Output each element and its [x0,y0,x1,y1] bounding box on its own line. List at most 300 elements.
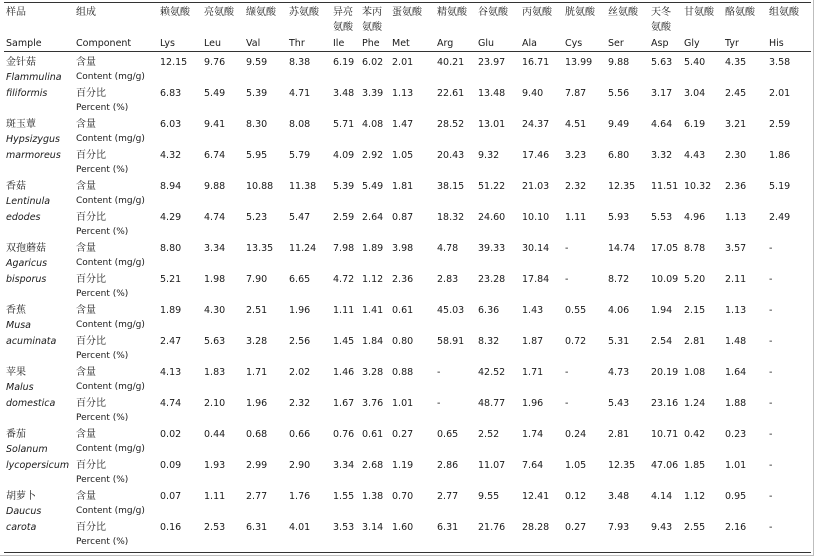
content-value-cell: 8.38 [289,57,311,68]
content-value-cell: 9.88 [204,181,226,192]
percent-value-cell: 5.20 [684,274,706,285]
percent-value-cell: 47.06 [651,460,679,471]
content-value-cell: 0.66 [289,429,311,440]
column-header-zh: 苯丙 [362,7,382,18]
content-value-cell: 0.61 [392,305,414,316]
percent-value-cell: 5.79 [289,150,311,161]
content-value-cell: 9.49 [608,119,630,130]
content-value-cell: 0.27 [392,429,414,440]
content-value-cell: 5.19 [769,181,791,192]
column-header-zh: 赖氨酸 [160,7,190,18]
percent-value-cell: 2.55 [684,522,706,533]
percent-value-cell: 9.40 [522,88,544,99]
percent-value-cell: 4.01 [289,522,311,533]
content-value-cell: 11.38 [289,181,317,192]
column-header-en: Ala [522,38,537,49]
content-value-cell: 8.08 [289,119,311,130]
content-value-cell: 12.35 [608,181,636,192]
percent-value-cell: 2.53 [204,522,226,533]
content-value-cell: 11.51 [651,181,679,192]
percent-value-cell: 2.45 [725,88,747,99]
percent-value-cell: 2.49 [769,212,791,223]
percent-value-cell: 2.16 [725,522,747,533]
content-value-cell: - [565,367,569,378]
content-value-cell: 2.77 [437,491,459,502]
percent-value-cell: 3.04 [684,88,706,99]
content-value-cell: 8.30 [246,119,268,130]
column-header-en: Cys [565,38,583,49]
percent-value-cell: 1.48 [725,336,747,347]
content-value-cell: 5.63 [651,57,673,68]
content-value-cell: 5.40 [684,57,706,68]
content-value-cell: 1.55 [333,491,355,502]
sample-scientific-name: marmoreus [6,150,61,161]
content-value-cell: 3.21 [725,119,747,130]
sample-scientific-name: carota [6,522,37,533]
percent-value-cell: 3.34 [333,460,355,471]
content-value-cell: 1.71 [522,367,544,378]
content-value-cell: 4.08 [362,119,384,130]
percent-value-cell: 2.30 [725,150,747,161]
content-value-cell: 5.49 [362,181,384,192]
content-value-cell: 0.42 [684,429,706,440]
content-value-cell: 1.89 [160,305,182,316]
sample-scientific-name: edodes [6,212,41,223]
percent-value-cell: 11.07 [478,460,506,471]
sample-name-zh: 香蕉 [6,305,26,316]
content-value-cell: 0.95 [725,491,747,502]
column-header-zh: 蛋氨酸 [392,7,422,18]
percent-value-cell: 3.23 [565,150,587,161]
component-content-label: 含量 [76,367,96,378]
content-value-cell: 0.76 [333,429,355,440]
percent-value-cell: 8.72 [608,274,630,285]
column-header-zh: 缬氨酸 [246,7,276,18]
percent-value-cell: 17.84 [522,274,550,285]
percent-value-cell: 5.56 [608,88,630,99]
component-content-label: 含量 [76,305,96,316]
column-header-zh: 酪氨酸 [725,7,755,18]
content-value-cell: 12.41 [522,491,550,502]
percent-value-cell: 18.32 [437,212,465,223]
content-value-cell: - [769,305,773,316]
content-value-cell: 1.38 [362,491,384,502]
column-header-en: Ser [608,38,624,49]
percent-value-cell: - [769,274,773,285]
percent-value-cell: 1.12 [362,274,384,285]
percent-value-cell: 48.77 [478,398,506,409]
content-value-cell: 3.48 [608,491,630,502]
percent-value-cell: 1.24 [684,398,706,409]
column-header-zh: 氨酸 [362,22,382,33]
percent-value-cell: - [565,274,569,285]
content-value-cell: 2.15 [684,305,706,316]
component-percent-label: 百分比 [76,336,106,347]
content-value-cell: 3.58 [769,57,791,68]
sample-scientific-name: Daucus [6,506,42,517]
percent-value-cell: 1.05 [565,460,587,471]
content-value-cell: 6.02 [362,57,384,68]
percent-value-cell: 1.11 [565,212,587,223]
component-content-unit: Content (mg/g) [76,506,145,516]
percent-value-cell: 21.76 [478,522,506,533]
content-value-cell: - [437,367,441,378]
percent-value-cell: 3.17 [651,88,673,99]
component-percent-unit: Percent (%) [76,537,129,547]
content-value-cell: 1.47 [392,119,414,130]
column-header-en: Asp [651,38,669,49]
content-value-cell: 16.71 [522,57,550,68]
percent-value-cell: - [769,398,773,409]
content-value-cell: 2.32 [565,181,587,192]
percent-value-cell: 2.68 [362,460,384,471]
sample-scientific-name: bisporus [6,274,47,285]
content-value-cell: 42.52 [478,367,506,378]
percent-value-cell: 1.13 [725,212,747,223]
percent-value-cell: 2.92 [362,150,384,161]
content-value-cell: - [769,429,773,440]
content-value-cell: 0.70 [392,491,414,502]
percent-value-cell: 2.56 [289,336,311,347]
component-content-unit: Content (mg/g) [76,196,145,206]
content-value-cell: 0.02 [160,429,182,440]
content-value-cell: 1.11 [333,305,355,316]
content-value-cell: 5.71 [333,119,355,130]
percent-value-cell: 1.85 [684,460,706,471]
table-bottom-rule [4,552,811,553]
content-value-cell: 17.05 [651,243,679,254]
percent-value-cell: 6.31 [437,522,459,533]
percent-value-cell: 8.32 [478,336,500,347]
column-header-zh: 天冬 [651,7,671,18]
component-percent-label: 百分比 [76,398,106,409]
content-value-cell: 1.74 [522,429,544,440]
percent-value-cell: 4.32 [160,150,182,161]
content-value-cell: 0.23 [725,429,747,440]
content-value-cell: 10.71 [651,429,679,440]
percent-value-cell: 2.59 [333,212,355,223]
content-value-cell: 24.37 [522,119,550,130]
component-percent-label: 百分比 [76,150,106,161]
sample-scientific-name: Lentinula [6,196,51,207]
content-value-cell: 0.88 [392,367,414,378]
content-value-cell: 0.07 [160,491,182,502]
column-header-en: Gly [684,38,700,49]
content-value-cell: 2.51 [246,305,268,316]
content-value-cell: 28.52 [437,119,465,130]
percent-value-cell: 3.76 [362,398,384,409]
percent-value-cell: 5.53 [651,212,673,223]
column-header-zh: 谷氨酸 [478,7,508,18]
column-header-zh: 丙氨酸 [522,7,552,18]
percent-value-cell: 0.09 [160,460,182,471]
percent-value-cell: 1.01 [725,460,747,471]
component-percent-label: 百分比 [76,212,106,223]
percent-value-cell: 2.54 [651,336,673,347]
sample-scientific-name: Agaricus [6,258,48,269]
content-value-cell: 2.02 [289,367,311,378]
percent-value-cell: 2.32 [289,398,311,409]
percent-value-cell: 1.88 [725,398,747,409]
column-header-en: Val [246,38,261,49]
content-value-cell: 2.59 [769,119,791,130]
percent-value-cell: 28.28 [522,522,550,533]
content-value-cell: 9.41 [204,119,226,130]
percent-value-cell: 6.74 [204,150,226,161]
content-value-cell: 1.71 [246,367,268,378]
percent-value-cell: 6.31 [246,522,268,533]
percent-value-cell: 24.60 [478,212,506,223]
content-value-cell: 2.81 [608,429,630,440]
percent-value-cell: 4.74 [160,398,182,409]
content-value-cell: 4.06 [608,305,630,316]
table-header-rule [4,51,811,52]
content-value-cell: 0.24 [565,429,587,440]
content-value-cell: 4.64 [651,119,673,130]
percent-value-cell: - [565,398,569,409]
sample-name-zh: 苹果 [6,367,26,378]
percent-value-cell: 2.01 [769,88,791,99]
content-value-cell: 6.19 [684,119,706,130]
percent-value-cell: 2.36 [392,274,414,285]
component-content-unit: Content (mg/g) [76,444,145,454]
content-value-cell: 9.55 [478,491,500,502]
column-header-en: Thr [289,38,305,49]
component-percent-label: 百分比 [76,88,106,99]
percent-value-cell: 1.45 [333,336,355,347]
content-value-cell: 13.99 [565,57,593,68]
component-content-unit: Content (mg/g) [76,382,145,392]
percent-value-cell: 4.71 [289,88,311,99]
column-header-zh: 苏氨酸 [289,7,319,18]
component-content-unit: Content (mg/g) [76,258,145,268]
sample-scientific-name: Malus [6,382,34,393]
content-value-cell: 0.12 [565,491,587,502]
content-value-cell: 0.61 [362,429,384,440]
column-header-zh: 丝氨酸 [608,7,638,18]
percent-value-cell: 5.93 [608,212,630,223]
percent-value-cell: 13.48 [478,88,506,99]
component-content-unit: Content (mg/g) [76,320,145,330]
percent-value-cell: 0.72 [565,336,587,347]
content-value-cell: 10.88 [246,181,274,192]
sample-scientific-name: Flammulina [6,72,62,83]
percent-value-cell: 2.11 [725,274,747,285]
percent-value-cell: 1.67 [333,398,355,409]
column-header-zh: 亮氨酸 [204,7,234,18]
content-value-cell: 30.14 [522,243,550,254]
content-value-cell: 13.35 [246,243,274,254]
content-value-cell: 51.22 [478,181,506,192]
content-value-cell: - [769,491,773,502]
content-value-cell: 21.03 [522,181,550,192]
percent-value-cell: 4.29 [160,212,182,223]
component-content-unit: Content (mg/g) [76,134,145,144]
content-value-cell: 0.44 [204,429,226,440]
sample-scientific-name: domestica [6,398,56,409]
column-header-zh: 甘氨酸 [684,7,714,18]
content-value-cell: 10.32 [684,181,712,192]
content-value-cell: 39.33 [478,243,506,254]
content-value-cell: 0.55 [565,305,587,316]
component-percent-unit: Percent (%) [76,413,129,423]
percent-value-cell: 17.46 [522,150,550,161]
content-value-cell: 1.76 [289,491,311,502]
percent-value-cell: 7.93 [608,522,630,533]
content-value-cell: 3.34 [204,243,226,254]
percent-value-cell: - [437,398,441,409]
column-header-zh: 样品 [6,7,26,18]
content-value-cell: 9.88 [608,57,630,68]
content-value-cell: 1.96 [289,305,311,316]
percent-value-cell: 3.28 [246,336,268,347]
content-value-cell: 1.12 [684,491,706,502]
content-value-cell: - [769,243,773,254]
column-header-en: Phe [362,38,380,49]
percent-value-cell: 4.96 [684,212,706,223]
sample-scientific-name: acuminata [6,336,57,347]
percent-value-cell: 1.96 [246,398,268,409]
content-value-cell: 4.30 [204,305,226,316]
sample-name-zh: 双孢蘑菇 [6,243,46,254]
content-value-cell: 2.01 [392,57,414,68]
content-value-cell: 0.65 [437,429,459,440]
content-value-cell: 1.81 [392,181,414,192]
component-percent-label: 百分比 [76,522,106,533]
percent-value-cell: 0.87 [392,212,414,223]
content-value-cell: 3.28 [362,367,384,378]
column-header-en: Tyr [725,38,739,49]
percent-value-cell: 2.64 [362,212,384,223]
content-value-cell: 0.68 [246,429,268,440]
percent-value-cell: 2.99 [246,460,268,471]
column-header-en: Glu [478,38,495,49]
component-percent-unit: Percent (%) [76,289,129,299]
content-value-cell: 13.01 [478,119,506,130]
percent-value-cell: 9.43 [651,522,673,533]
percent-value-cell: 23.28 [478,274,506,285]
percent-value-cell: 5.39 [246,88,268,99]
content-value-cell: - [565,243,569,254]
component-percent-unit: Percent (%) [76,351,129,361]
percent-value-cell: 0.16 [160,522,182,533]
percent-value-cell: 3.32 [651,150,673,161]
content-value-cell: 11.24 [289,243,317,254]
content-value-cell: - [769,367,773,378]
percent-value-cell: 23.16 [651,398,679,409]
content-value-cell: 6.36 [478,305,500,316]
content-value-cell: 3.98 [392,243,414,254]
percent-value-cell: 10.10 [522,212,550,223]
percent-value-cell: 20.43 [437,150,465,161]
component-percent-unit: Percent (%) [76,227,129,237]
content-value-cell: 45.03 [437,305,465,316]
content-value-cell: 1.13 [725,305,747,316]
content-value-cell: 1.08 [684,367,706,378]
percent-value-cell: 7.87 [565,88,587,99]
percent-value-cell: 3.14 [362,522,384,533]
percent-value-cell: 0.27 [565,522,587,533]
percent-value-cell: 12.35 [608,460,636,471]
sample-name-zh: 胡萝卜 [6,491,36,502]
sample-name-zh: 香菇 [6,181,26,192]
component-content-unit: Content (mg/g) [76,72,145,82]
content-value-cell: 9.59 [246,57,268,68]
sample-scientific-name: Musa [6,320,31,331]
percent-value-cell: 1.13 [392,88,414,99]
content-value-cell: 1.64 [725,367,747,378]
percent-value-cell: - [769,336,773,347]
content-value-cell: 4.35 [725,57,747,68]
percent-value-cell: 22.61 [437,88,465,99]
percent-value-cell: 10.09 [651,274,679,285]
content-value-cell: 2.77 [246,491,268,502]
percent-value-cell: 2.47 [160,336,182,347]
percent-value-cell: 2.86 [437,460,459,471]
content-value-cell: 20.19 [651,367,679,378]
column-header-zh: 异亮 [333,7,353,18]
percent-value-cell: 6.83 [160,88,182,99]
content-value-cell: 1.89 [362,243,384,254]
content-value-cell: 38.15 [437,181,465,192]
percent-value-cell: 4.74 [204,212,226,223]
content-value-cell: 4.13 [160,367,182,378]
content-value-cell: 23.97 [478,57,506,68]
component-content-label: 含量 [76,119,96,130]
column-header-en: Leu [204,38,221,49]
percent-value-cell: 6.65 [289,274,311,285]
content-value-cell: 8.80 [160,243,182,254]
percent-value-cell: 3.39 [362,88,384,99]
content-value-cell: 2.52 [478,429,500,440]
column-header-en: His [769,38,784,49]
content-value-cell: 12.15 [160,57,188,68]
column-header-en: Component [76,38,132,49]
column-header-en: Met [392,38,410,49]
component-percent-label: 百分比 [76,460,106,471]
percent-value-cell: 2.10 [204,398,226,409]
column-header-zh: 氨酸 [333,22,353,33]
component-content-label: 含量 [76,243,96,254]
content-value-cell: 8.78 [684,243,706,254]
percent-value-cell: - [769,460,773,471]
percent-value-cell: 5.95 [246,150,268,161]
component-content-label: 含量 [76,429,96,440]
sample-scientific-name: filiformis [6,88,48,99]
percent-value-cell: 5.43 [608,398,630,409]
percent-value-cell: 1.93 [204,460,226,471]
content-value-cell: 2.36 [725,181,747,192]
percent-value-cell: 3.53 [333,522,355,533]
percent-value-cell: 2.83 [437,274,459,285]
percent-value-cell: 7.64 [522,460,544,471]
percent-value-cell: 7.90 [246,274,268,285]
percent-value-cell: 4.09 [333,150,355,161]
sample-scientific-name: lycopersicum [6,460,70,471]
content-value-cell: 1.46 [333,367,355,378]
content-value-cell: 4.14 [651,491,673,502]
content-value-cell: 6.19 [333,57,355,68]
percent-value-cell: 4.72 [333,274,355,285]
percent-value-cell: 4.43 [684,150,706,161]
percent-value-cell: 5.31 [608,336,630,347]
content-value-cell: 1.11 [204,491,226,502]
column-header-zh: 组成 [76,7,96,18]
content-value-cell: 9.76 [204,57,226,68]
content-value-cell: 14.74 [608,243,636,254]
percent-value-cell: 1.98 [204,274,226,285]
percent-value-cell: 1.96 [522,398,544,409]
